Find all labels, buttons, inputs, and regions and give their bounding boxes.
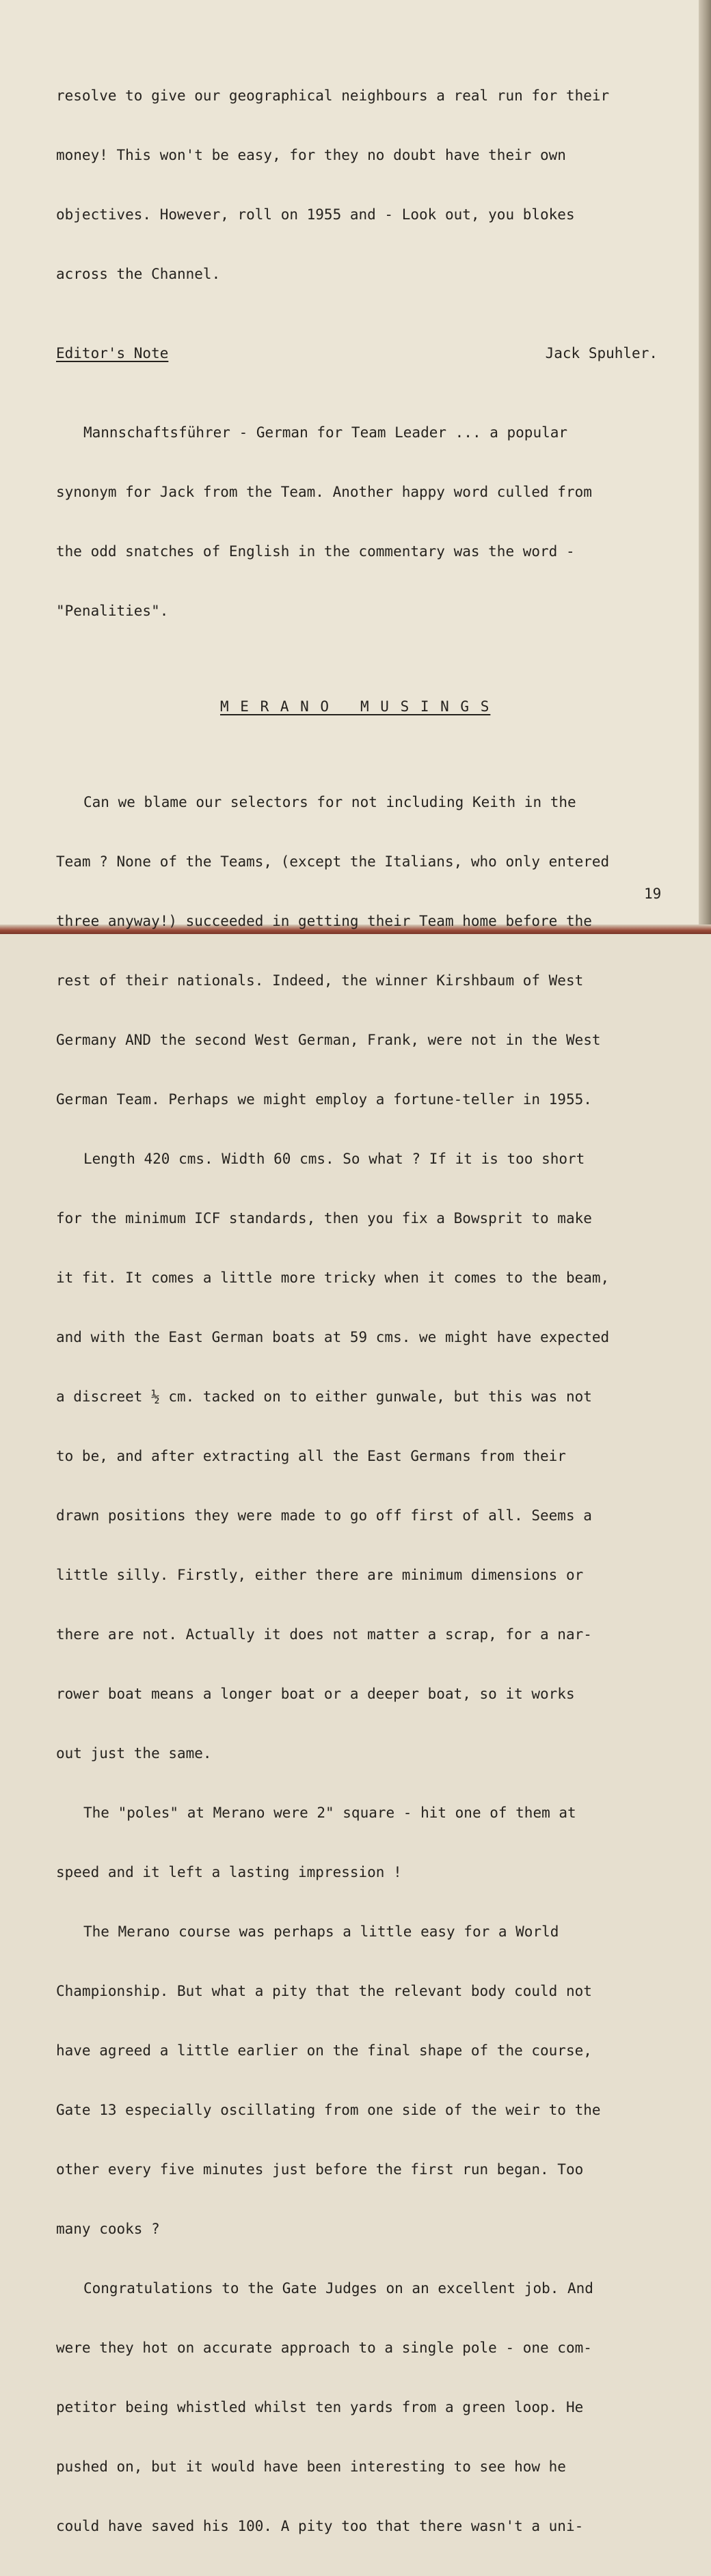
body-line: pushed on, but it would have been interesting to see how he	[56, 2458, 566, 2475]
body-line: little silly. Firstly, either there are minimum dimensions or	[56, 1567, 584, 1583]
body-line: it fit. It comes a little more tricky when it comes to the beam,	[56, 1270, 610, 1286]
body-line: rower boat means a longer boat or a deeper boat, so it works	[56, 1686, 575, 1702]
body-line: Can we blame our selectors for not including Keith in the	[83, 794, 576, 810]
body-line: speed and it left a lasting impression !	[56, 1864, 402, 1880]
intro-line: objectives. However, roll on 1955 and - Look out, you blokes	[56, 206, 575, 223]
signature: Jack Spuhler.	[545, 345, 658, 361]
body-line: Length 420 cms. Width 60 cms. So what ? If it is too short	[83, 1151, 585, 1167]
page-text	[56, 46, 671, 2576]
body-line: The Merano course was perhaps a little easy for a World	[83, 1923, 559, 1940]
note-line: synonym for Jack from the Team. Another happy word culled from	[56, 484, 592, 500]
body-line: Team ? None of the Teams, (except the Italians, who only entered	[56, 853, 610, 870]
section-heading: M E R A N O M U S I N G S	[220, 698, 491, 715]
body-line: and with the East German boats at 59 cms. we might have expected	[56, 1329, 610, 1345]
body-line: many cooks ?	[56, 2221, 160, 2237]
intro-line: across the Channel.	[56, 266, 221, 282]
body-line: German Team. Perhaps we might employ a fortune-teller in 1955.	[56, 1091, 592, 1108]
body-line: petitor being whistled whilst ten yards from a green loop. He	[56, 2399, 584, 2415]
body-line: drawn positions they were made to go off first of all. Seems a	[56, 1507, 592, 1524]
body-line: The "poles" at Merano were 2" square - hit one of them at	[83, 1805, 576, 1821]
body-line: rest of their nationals. Indeed, the winner Kirshbaum of West	[56, 972, 584, 989]
body-line: out just the same.	[56, 1745, 212, 1762]
body-line: for the minimum ICF standards, then you fix a Bowsprit to make	[56, 1210, 592, 1227]
intro-line: money! This won't be easy, for they no doubt have their own	[56, 147, 566, 163]
body-line: have agreed a little earlier on the final shape of the course,	[56, 2042, 592, 2059]
note-line: "Penalities".	[56, 603, 169, 619]
body-line: could have saved his 100. A pity too that there wasn't a uni-	[56, 2518, 584, 2534]
note-line: Mannschaftsführer - German for Team Leader ... a popular	[83, 424, 568, 441]
body-line: other every five minutes just before the first run began. Too	[56, 2161, 584, 2178]
editors-note-row	[56, 344, 658, 364]
body-line: Germany AND the second West German, Frank, were not in the West	[56, 1032, 601, 1048]
body-line: were they hot on accurate approach to a single pole - one com-	[56, 2340, 592, 2356]
body-line: to be, and after extracting all the East Germans from their	[56, 1448, 566, 1464]
body-line: there are not. Actually it does not matter a scrap, for a nar-	[56, 1626, 592, 1643]
page-number: 19	[644, 886, 662, 902]
intro-line: resolve to give our geographical neighbours a real run for their	[56, 87, 610, 104]
body-line: a discreet ½ cm. tacked on to either gunwale, but this was not	[56, 1388, 592, 1405]
body-line: Congratulations to the Gate Judges on an excellent job. And	[83, 2280, 593, 2297]
body-line: three anyway!) succeeded in getting their Team home before the	[56, 913, 592, 929]
editors-note-label: Editor's Note	[56, 345, 169, 361]
body-line: Championship. But what a pity that the relevant body could not	[56, 1983, 592, 1999]
note-line: the odd snatches of English in the commentary was the word -	[56, 543, 575, 560]
body-line: Gate 13 especially oscillating from one side of the weir to the	[56, 2102, 601, 2118]
page-binding-edge	[699, 0, 711, 934]
